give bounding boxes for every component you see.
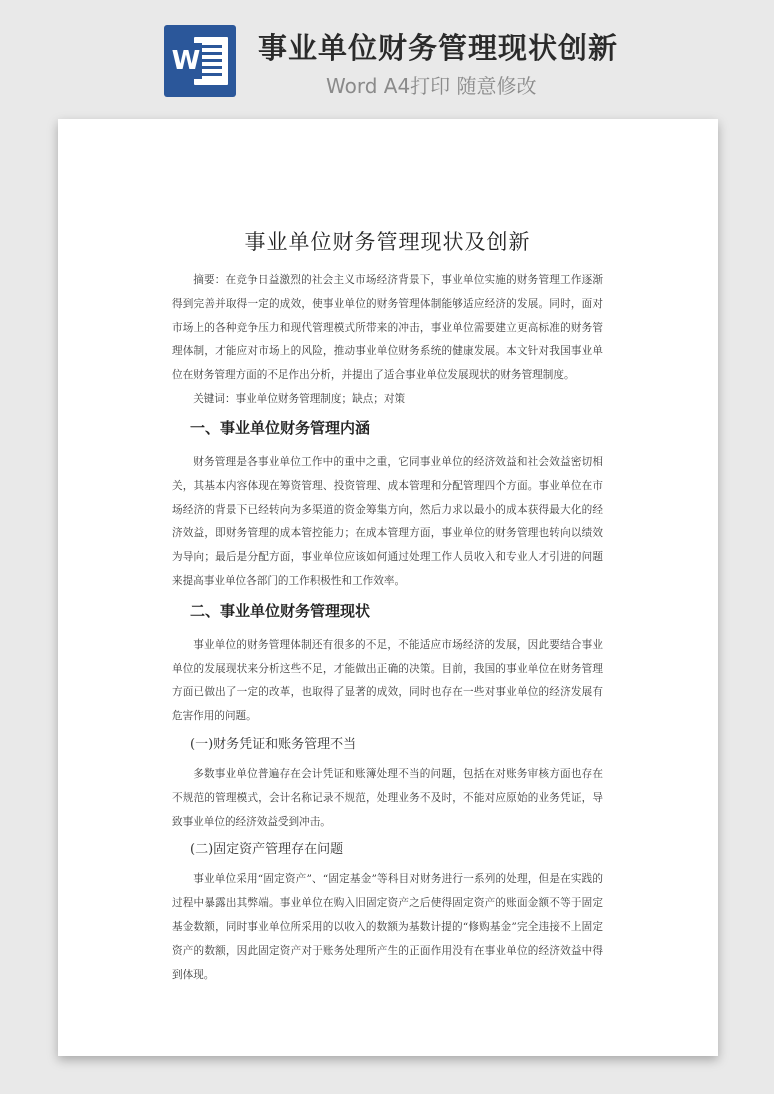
subsection-2-heading: (二)固定资产管理存在问题 [190, 842, 344, 858]
subsection-1-paragraph: 多数事业单位普遍存在会计凭证和账簿处理不当的问题，包括在对账务审核方面也存在不规范的管理模式，会计名称记录不规范，处理业务不及时，不能对应原始的业务凭证，导致事业单位的经济效益受到冲击。 [172, 767, 603, 828]
section-1-heading: 一、事业单位财务管理内涵 [190, 418, 371, 437]
banner-title: 事业单位财务管理现状创新 [258, 31, 619, 65]
keywords-line: 关键词：事业单位财务管理制度；缺点；对策 [193, 392, 406, 405]
subsection-1-heading: (一)财务凭证和账务管理不当 [190, 736, 357, 752]
section-1-paragraph: 财务管理是各事业单位工作中的重中之重，它同事业单位的经济效益和社会效益密切相关，其基本内容体现在筹资管理、投资管理、成本管理和分配管理四个方面。事业单位在市场经济的背景下已经转向为多渠道的资金筹集方向，然后力求以最小的成本获得最大化的经济效益，即财务管理的成本管控能力；在成本管理方面，事业单位的财务管理也转向以绩效为导向；最后是分配方面，事业单位应该如何通过处理工作人员收入和专业人才引进的问题来提高事业单位各部门的工作积极性和工作效率。 [172, 455, 603, 587]
document-content [172, 226, 603, 987]
document-page [58, 119, 718, 1056]
banner-header [0, 0, 774, 110]
subsection-2-paragraph: 事业单位采用“固定资产”、“固定基金”等科目对财务进行一系列的处理，但是在实践的过程中暴露出其弊端。事业单位在购入旧固定资产之后使得固定资产的账面金额不等于固定基金数额，同时事业单位所采用的以收入的数额为基数计提的“修购基金”完全违接不上固定资产的数额，因此固定资产对于账务处理所产生的正面作用没有在事业单位的经济效益中得到体现。 [172, 873, 603, 981]
section-2-heading: 二、事业单位财务管理现状 [190, 601, 371, 620]
document-title: 事业单位财务管理现状及创新 [244, 230, 531, 254]
word-icon [164, 25, 236, 97]
section-2-paragraph: 事业单位的财务管理体制还有很多的不足，不能适应市场经济的发展，因此要结合事业单位的发展现状来分析这些不足，才能做出正确的决策。目前，我国的事业单位在财务管理方面已做出了一定的改革，也取得了显著的成效，同时也存在一些对事业单位的经济发展有危害作用的问题。 [172, 638, 603, 723]
banner-subtitle: Word A4打印 随意修改 [326, 74, 537, 98]
word-letter: W [170, 43, 202, 79]
abstract-paragraph: 摘要：在竞争日益激烈的社会主义市场经济背景下，事业单位实施的财务管理工作逐渐得到完善并取得一定的成效，使事业单位的财务管理体制能够适应经济的发展。同时，面对市场上的各种竞争压力和现代管理模式所带来的冲击，事业单位需要建立更高标准的财务管理体制，才能应对市场上的风险，推动事业单位财务系统的健康发展。本文针对我国事业单位在财务管理方面的不足作出分析，并提出了适合事业单位发展现状的财务管理制度。 [172, 274, 603, 382]
